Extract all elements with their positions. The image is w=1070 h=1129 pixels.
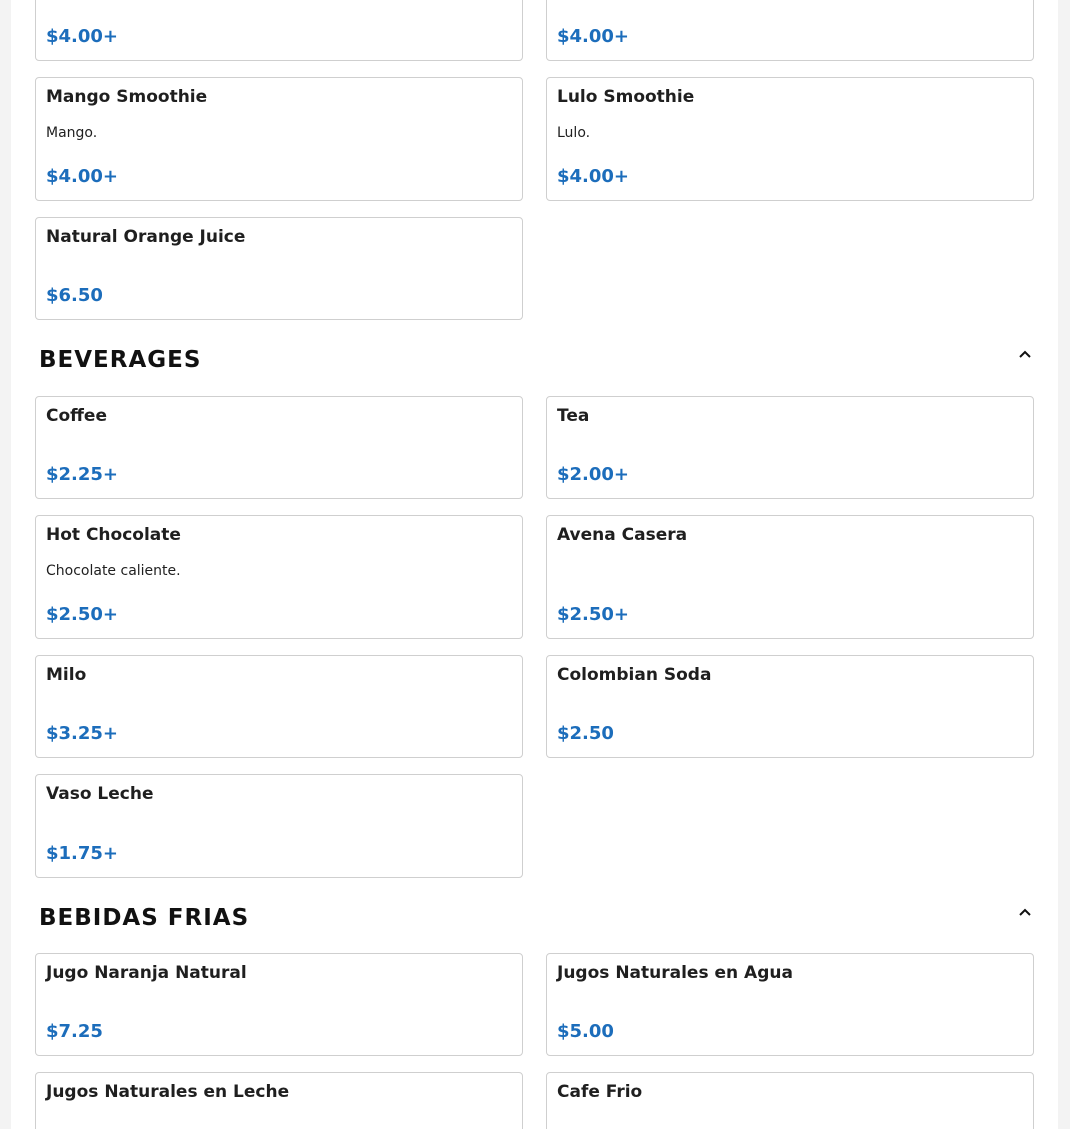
item-name: Milo: [46, 665, 87, 685]
item-price: $2.50+: [46, 604, 119, 625]
item-description: Lulo.: [557, 125, 591, 141]
menu-item-card[interactable]: [546, 1072, 1034, 1129]
item-description: Chocolate caliente.: [46, 563, 181, 579]
menu-page: [11, 0, 1058, 1129]
item-name: Coffee: [46, 406, 107, 426]
item-price: $1.75+: [46, 843, 119, 864]
menu-item-card[interactable]: [35, 515, 523, 639]
item-price: $5.00: [557, 1021, 614, 1042]
item-price: $4.00+: [46, 26, 119, 47]
chevron-up-icon[interactable]: [1014, 343, 1036, 365]
item-name: Colombian Soda: [557, 665, 712, 685]
item-name: Lulo Smoothie: [557, 87, 695, 107]
menu-item-card[interactable]: [546, 0, 1034, 61]
item-price: $4.00+: [46, 166, 119, 187]
menu-item-card[interactable]: [35, 0, 523, 61]
menu-item-card[interactable]: [35, 1072, 523, 1129]
item-price: $4.00+: [557, 26, 630, 47]
item-name: Natural Orange Juice: [46, 227, 246, 247]
item-name: Jugo Naranja Natural: [46, 963, 247, 983]
menu-item-card[interactable]: [546, 396, 1034, 499]
menu-item-card[interactable]: [35, 396, 523, 499]
section-title-beverages: BEVERAGES: [39, 347, 202, 373]
item-price: $7.25: [46, 1021, 103, 1042]
item-name: Jugos Naturales en Agua: [557, 963, 793, 983]
item-price: $3.25+: [46, 723, 119, 744]
item-name: Mango Smoothie: [46, 87, 208, 107]
menu-item-card[interactable]: [546, 655, 1034, 758]
item-description: Mango.: [46, 125, 98, 141]
item-name: Vaso Leche: [46, 784, 154, 804]
item-price: $2.50+: [557, 604, 630, 625]
item-price: $2.25+: [46, 464, 119, 485]
menu-item-card[interactable]: [546, 953, 1034, 1056]
item-name: Cafe Frio: [557, 1082, 643, 1102]
item-name: Tea: [557, 406, 590, 426]
chevron-up-icon[interactable]: [1014, 901, 1036, 923]
menu-item-card[interactable]: [35, 953, 523, 1056]
item-price: $2.00+: [557, 464, 630, 485]
menu-item-card[interactable]: [35, 217, 523, 320]
item-name: Hot Chocolate: [46, 525, 181, 545]
item-price: $6.50: [46, 285, 103, 306]
item-price: $2.50: [557, 723, 614, 744]
section-title-bebidas-frias: BEBIDAS FRIAS: [39, 905, 250, 931]
menu-item-card[interactable]: [35, 77, 523, 201]
menu-item-card[interactable]: [546, 77, 1034, 201]
item-price: $4.00+: [557, 166, 630, 187]
item-name: Jugos Naturales en Leche: [46, 1082, 290, 1102]
menu-item-card[interactable]: [546, 515, 1034, 639]
item-name: Avena Casera: [557, 525, 688, 545]
menu-item-card[interactable]: [35, 774, 523, 878]
menu-item-card[interactable]: [35, 655, 523, 758]
